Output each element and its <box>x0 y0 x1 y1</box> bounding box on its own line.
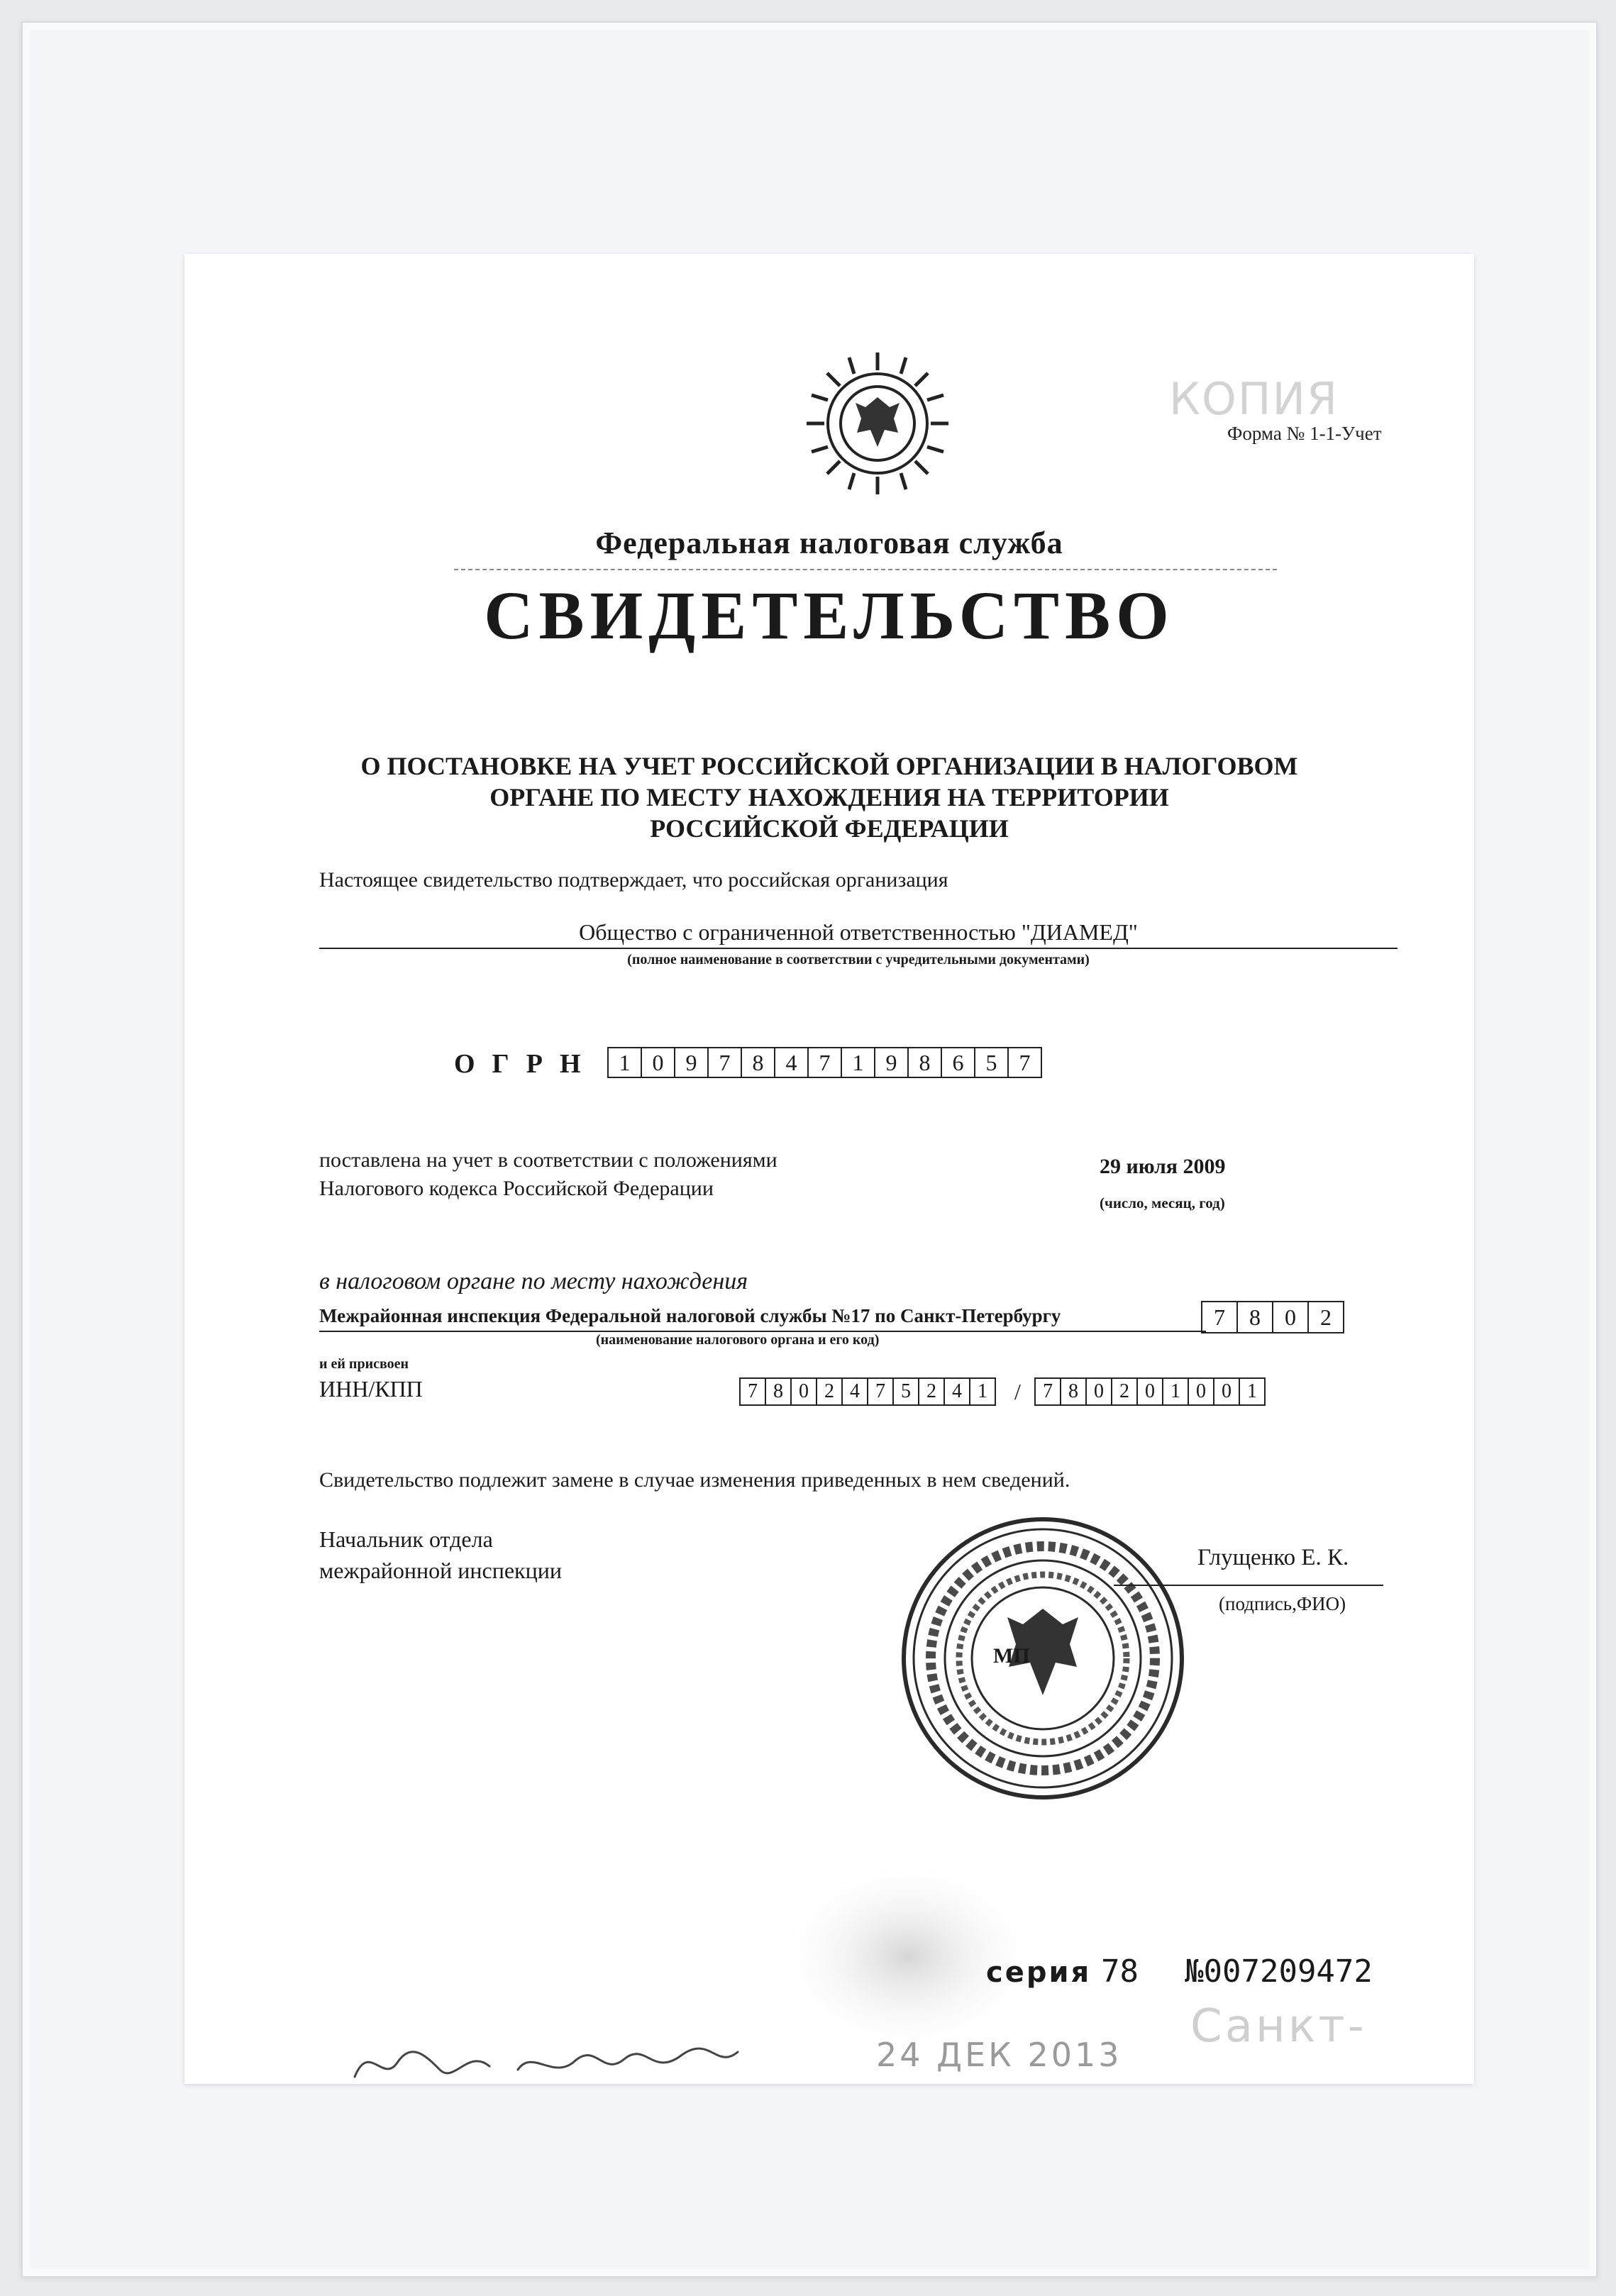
subtitle-line: РОССИЙСКОЙ ФЕДЕРАЦИИ <box>650 814 1009 843</box>
ogrn-digit: 8 <box>741 1047 775 1078</box>
inn-digit: 8 <box>765 1377 792 1406</box>
inn-kpp-label: ИНН/КПП <box>319 1376 423 1402</box>
kpp-digit: 8 <box>1060 1377 1087 1406</box>
confirm-text: Настоящее свидетельство подтверждает, что российская организация <box>319 868 948 892</box>
kpp-digit: 1 <box>1162 1377 1189 1406</box>
inn-boxes <box>741 1377 996 1406</box>
ogrn-digit: 1 <box>841 1047 875 1078</box>
inn-digit: 7 <box>867 1377 894 1406</box>
subtitle-line: О ПОСТАНОВКЕ НА УЧЕТ РОССИЙСКОЙ ОРГАНИЗАЦИИ В НАЛОГОВОМ <box>360 752 1298 780</box>
fns-emblem-icon <box>796 342 959 505</box>
ogrn-label: ОГРН <box>454 1049 598 1079</box>
code-digit: 7 <box>1201 1301 1238 1333</box>
date-stamp: 24 ДЕК 2013 <box>876 2036 1122 2074</box>
inspection-caption: (наименование налогового органа и его код) <box>596 1332 880 1348</box>
inn-digit: 7 <box>739 1377 766 1406</box>
kpp-digit: 2 <box>1111 1377 1138 1406</box>
registration-line: Налогового кодекса Российской Федерации <box>319 1177 714 1200</box>
assigned-label: и ей присвоен <box>319 1356 409 1372</box>
inspection-code-boxes <box>1202 1301 1344 1333</box>
inn-digit: 2 <box>816 1377 843 1406</box>
code-digit: 2 <box>1307 1301 1344 1333</box>
inspection-name: Межрайонная инспекция Федеральной налоговой службы №17 по Санкт-Петербургу <box>319 1305 1061 1326</box>
subtitle-line: ОРГАНЕ ПО МЕСТУ НАХОЖДЕНИЯ НА ТЕРРИТОРИИ <box>489 783 1169 811</box>
kpp-digit: 1 <box>1239 1377 1266 1406</box>
handwritten-signature-icon <box>348 2027 745 2091</box>
registration-date: 29 июля 2009 <box>1100 1155 1226 1178</box>
inn-kpp-separator: / <box>1014 1379 1021 1404</box>
kpp-boxes <box>1036 1377 1266 1406</box>
inn-digit: 0 <box>790 1377 817 1406</box>
tax-authority-heading: в налоговом органе по месту нахождения <box>319 1268 748 1294</box>
certificate-sheet <box>184 254 1474 2084</box>
ogrn-digit: 1 <box>607 1047 642 1078</box>
seal-mark: МП <box>993 1644 1030 1668</box>
registration-basis <box>319 1146 777 1203</box>
organization-caption: (полное наименование в соответствии с учредительными документами) <box>627 952 1090 967</box>
signer-name: Глущенко Е. К. <box>1197 1545 1349 1570</box>
inn-digit: 1 <box>969 1377 996 1406</box>
copy-stamp: КОПИЯ <box>1169 373 1339 425</box>
inn-digit: 5 <box>892 1377 919 1406</box>
ogrn-digit: 9 <box>874 1047 909 1078</box>
photo-frame <box>21 21 1598 2278</box>
certificate-number: №007209472 <box>1185 1953 1373 1990</box>
city-stamp: Санкт- <box>1190 2000 1367 2053</box>
series-value: 78 <box>1101 1953 1139 1990</box>
replacement-notice: Свидетельство подлежит замене в случае изменения приведенных в нем сведений. <box>319 1468 1070 1492</box>
ogrn-digit: 4 <box>774 1047 809 1078</box>
chief-line: Начальник отдела <box>319 1526 493 1552</box>
document-title: СВИДЕТЕЛЬСТВО <box>484 577 1175 653</box>
kpp-digit: 0 <box>1085 1377 1112 1406</box>
signature-line <box>1114 1585 1383 1586</box>
title-divider <box>454 569 1277 570</box>
chief-title <box>319 1524 562 1586</box>
organization-name: Общество с ограниченной ответственностью "ДИАМЕД" <box>579 919 1138 945</box>
ogrn-digit: 8 <box>907 1047 942 1078</box>
ogrn-digit: 7 <box>807 1047 842 1078</box>
signature-caption: (подпись,ФИО) <box>1219 1593 1346 1614</box>
inn-digit: 4 <box>841 1377 868 1406</box>
inn-digit: 4 <box>943 1377 970 1406</box>
date-caption: (число, месяц, год) <box>1100 1194 1225 1211</box>
form-number: Форма № 1-1-Учет <box>1227 423 1382 444</box>
ogrn-digit: 7 <box>1007 1047 1042 1078</box>
registration-line: поставлена на учет в соответствии с положениями <box>319 1148 777 1172</box>
kpp-digit: 0 <box>1213 1377 1240 1406</box>
kpp-digit: 0 <box>1136 1377 1163 1406</box>
ogrn-boxes <box>609 1047 1042 1078</box>
series-label: серия <box>986 1956 1092 1989</box>
ogrn-digit: 5 <box>974 1047 1009 1078</box>
ogrn-digit: 6 <box>941 1047 975 1078</box>
kpp-digit: 0 <box>1188 1377 1214 1406</box>
ogrn-digit: 7 <box>707 1047 742 1078</box>
code-digit: 0 <box>1272 1301 1309 1333</box>
kpp-digit: 7 <box>1034 1377 1061 1406</box>
ogrn-digit: 0 <box>641 1047 675 1078</box>
organization-underline <box>319 948 1398 949</box>
code-digit: 8 <box>1236 1301 1273 1333</box>
chief-line: межрайонной инспекции <box>319 1558 562 1583</box>
inn-digit: 2 <box>918 1377 945 1406</box>
official-seal-icon <box>894 1509 1192 1807</box>
service-name: Федеральная налоговая служба <box>595 526 1063 560</box>
document-subtitle <box>184 750 1474 844</box>
ogrn-digit: 9 <box>674 1047 709 1078</box>
